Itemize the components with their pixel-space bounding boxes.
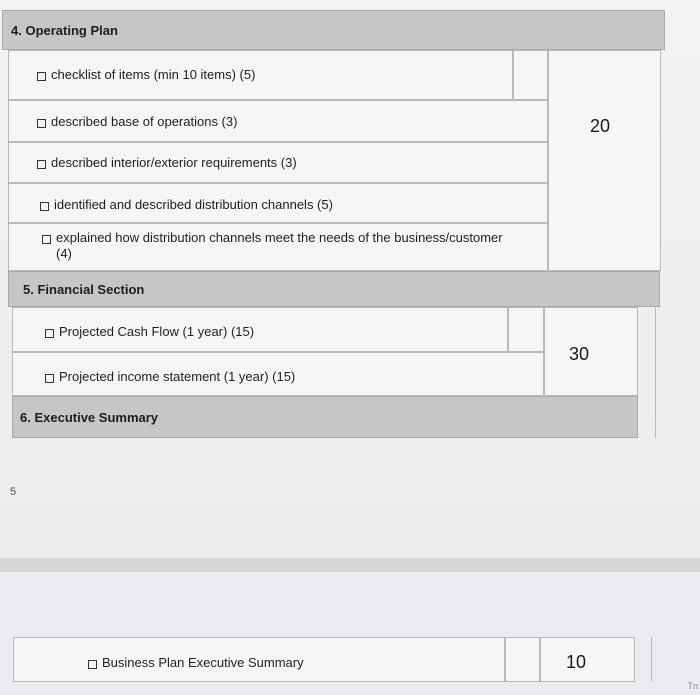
operating-plan-points-cell [548,50,661,271]
operating-plan-item [37,67,497,83]
financial-points-cell [544,307,638,396]
executive-summary-item [88,655,488,671]
operating-plan-item-text: explained how distribution channels meet the needs of the business/customer (4) [56,230,503,261]
executive-summary-item-text: Business Plan Executive Summary [102,655,304,670]
executive-summary-header [12,396,638,438]
financial-item [45,369,485,385]
checkbox-icon[interactable] [45,329,54,338]
operating-plan-item-text: checklist of items (min 10 items) (5) [51,67,256,82]
financial-mid-cell [508,307,544,352]
financial-item [45,324,485,340]
operating-plan-header [2,10,665,50]
operating-plan-item-text: described interior/exterior requirements (3) [51,155,297,170]
financial-points: 30 [569,344,590,364]
operating-plan-mid-cell [513,50,548,100]
financial-item-text: Projected income statement (1 year) (15) [59,369,296,384]
financial-section-header [8,271,660,307]
operating-plan-item [37,155,497,171]
checkbox-icon[interactable] [37,160,46,169]
checkbox-icon[interactable] [37,72,46,81]
operating-plan-item [42,230,507,262]
page-break [0,558,700,572]
operating-plan-item [37,114,497,130]
checkbox-icon[interactable] [88,660,97,669]
checkbox-icon[interactable] [42,235,51,244]
page-number: 5 [10,486,17,498]
operating-plan-item [40,197,500,213]
operating-plan-title: 4. Operating Plan [11,22,118,38]
financial-item-text: Projected Cash Flow (1 year) (15) [59,324,255,339]
operating-plan-item-text: identified and described distribution channels (5) [54,197,333,212]
corner-mark: Tn [687,681,698,691]
executive-summary-mid-cell [505,637,540,682]
operating-plan-points: 20 [590,116,611,136]
executive-summary-points: 10 [566,652,587,672]
checkbox-icon[interactable] [40,202,49,211]
executive-summary-title: 6. Executive Summary [20,409,159,425]
checkbox-icon[interactable] [45,374,54,383]
operating-plan-item-text: described base of operations (3) [51,114,238,129]
financial-right-rule [655,307,656,438]
checkbox-icon[interactable] [37,119,46,128]
executive-summary-right-rule [651,637,652,682]
financial-section-title: 5. Financial Section [23,281,145,297]
executive-summary-points-cell [540,637,635,682]
